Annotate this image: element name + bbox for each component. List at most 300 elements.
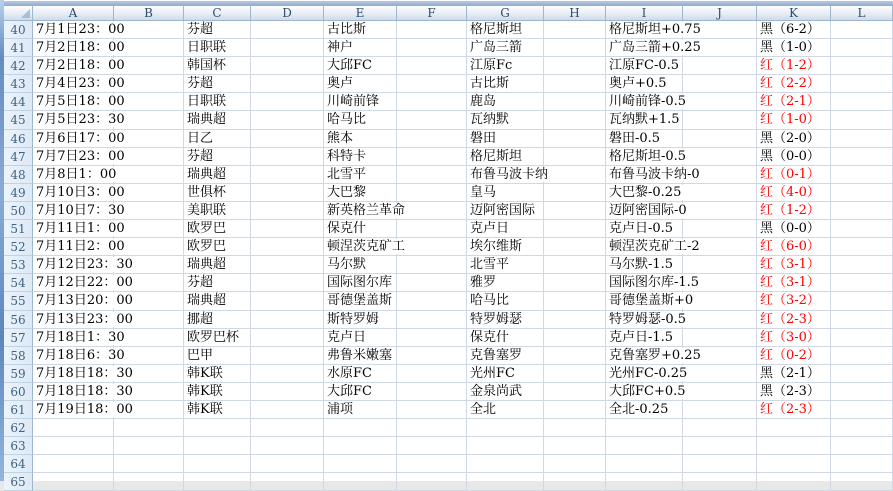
column-header-I[interactable]: I — [606, 6, 683, 21]
cell-G58[interactable] — [467, 347, 544, 365]
row-header-62[interactable]: 62 — [4, 419, 33, 437]
cell-D50[interactable] — [251, 202, 324, 220]
cell-L40[interactable] — [831, 21, 893, 39]
row-header-44[interactable]: 44 — [4, 93, 33, 111]
cell-C40[interactable] — [184, 21, 251, 39]
cell-H51[interactable] — [544, 220, 606, 238]
cell-H41[interactable] — [544, 39, 606, 57]
cell-I51[interactable] — [606, 220, 683, 238]
cell-K52[interactable] — [757, 238, 831, 256]
cell-H42[interactable] — [544, 57, 606, 75]
cell-G52[interactable] — [467, 238, 544, 256]
cell-G62[interactable] — [467, 419, 544, 437]
cell-J42[interactable] — [683, 57, 757, 75]
cell-F59[interactable] — [397, 365, 467, 383]
cell-F46[interactable] — [397, 130, 467, 148]
cell-D65[interactable] — [251, 473, 324, 491]
cell-I59[interactable] — [606, 365, 688, 383]
cell-J63[interactable] — [683, 437, 757, 455]
cell-E52[interactable] — [324, 238, 406, 256]
cell-C61[interactable] — [184, 401, 251, 419]
cell-H55[interactable] — [544, 292, 606, 310]
cell-K64[interactable] — [757, 455, 831, 473]
cell-E47[interactable] — [324, 148, 397, 166]
cell-F49[interactable] — [397, 184, 467, 202]
cell-D53[interactable] — [251, 256, 324, 274]
cell-I58[interactable] — [606, 347, 701, 365]
cell-D60[interactable] — [251, 383, 324, 401]
cell-J44[interactable] — [683, 93, 757, 111]
column-header-H[interactable]: H — [544, 6, 606, 21]
row-header-46[interactable]: 46 — [4, 130, 33, 148]
cell-C47[interactable] — [184, 148, 251, 166]
cell-K55[interactable] — [757, 292, 831, 310]
cell-D45[interactable] — [251, 111, 324, 129]
cell-I55[interactable] — [606, 292, 694, 310]
cell-K53[interactable] — [757, 256, 831, 274]
cell-C62[interactable] — [184, 419, 251, 437]
row-header-60[interactable]: 60 — [4, 383, 33, 401]
cell-C44[interactable] — [184, 93, 251, 111]
cell-E62[interactable] — [324, 419, 397, 437]
cell-E57[interactable] — [324, 329, 397, 347]
cell-G64[interactable] — [467, 455, 544, 473]
cell-A63[interactable] — [33, 437, 114, 455]
column-header-D[interactable]: D — [251, 6, 324, 21]
cell-K51[interactable] — [757, 220, 831, 238]
cell-F62[interactable] — [397, 419, 467, 437]
cell-A59[interactable] — [33, 365, 133, 383]
cell-K57[interactable] — [757, 329, 831, 347]
cell-F53[interactable] — [397, 256, 467, 274]
cell-A54[interactable] — [33, 274, 133, 292]
row-header-49[interactable]: 49 — [4, 184, 33, 202]
cell-I45[interactable] — [606, 111, 683, 129]
cell-D63[interactable] — [251, 437, 324, 455]
cell-I65[interactable] — [606, 473, 683, 491]
cell-C43[interactable] — [184, 75, 251, 93]
cell-L49[interactable] — [831, 184, 893, 202]
cell-F48[interactable] — [397, 166, 467, 184]
cell-A52[interactable] — [33, 238, 125, 256]
cell-G44[interactable] — [467, 93, 544, 111]
cell-I44[interactable] — [606, 93, 687, 111]
cell-D57[interactable] — [251, 329, 324, 347]
cell-G42[interactable] — [467, 57, 544, 75]
cell-D48[interactable] — [251, 166, 324, 184]
cell-D56[interactable] — [251, 311, 324, 329]
cell-L62[interactable] — [831, 419, 893, 437]
cell-K60[interactable] — [757, 383, 831, 401]
cell-E65[interactable] — [324, 473, 397, 491]
column-header-B[interactable]: B — [114, 6, 184, 21]
cell-L47[interactable] — [831, 148, 893, 166]
cell-K42[interactable] — [757, 57, 831, 75]
cell-F45[interactable] — [397, 111, 467, 129]
row-header-54[interactable]: 54 — [4, 274, 33, 292]
cell-H47[interactable] — [544, 148, 606, 166]
column-header-C[interactable]: C — [184, 6, 251, 21]
cell-K65[interactable] — [757, 473, 831, 491]
cell-G59[interactable] — [467, 365, 544, 383]
row-header-40[interactable]: 40 — [4, 21, 33, 39]
row-header-45[interactable]: 45 — [4, 111, 33, 129]
cell-H60[interactable] — [544, 383, 606, 401]
cell-K59[interactable] — [757, 365, 831, 383]
cell-H40[interactable] — [544, 21, 606, 39]
cell-J61[interactable] — [683, 401, 757, 419]
cell-L53[interactable] — [831, 256, 893, 274]
cell-I47[interactable] — [606, 148, 687, 166]
cell-L58[interactable] — [831, 347, 893, 365]
cell-A48[interactable] — [33, 166, 117, 184]
cell-A65[interactable] — [33, 473, 114, 491]
cell-C55[interactable] — [184, 292, 251, 310]
row-header-42[interactable]: 42 — [4, 57, 33, 75]
cell-F54[interactable] — [397, 274, 467, 292]
cell-A51[interactable] — [33, 220, 125, 238]
cell-H45[interactable] — [544, 111, 606, 129]
cell-C52[interactable] — [184, 238, 251, 256]
cell-E59[interactable] — [324, 365, 397, 383]
cell-J45[interactable] — [683, 111, 757, 129]
cell-H59[interactable] — [544, 365, 606, 383]
cell-D43[interactable] — [251, 75, 324, 93]
cell-B65[interactable] — [114, 473, 184, 491]
cell-D55[interactable] — [251, 292, 324, 310]
cell-F51[interactable] — [397, 220, 467, 238]
cell-C41[interactable] — [184, 39, 251, 57]
cell-G46[interactable] — [467, 130, 544, 148]
cell-L50[interactable] — [831, 202, 893, 220]
cell-I63[interactable] — [606, 437, 683, 455]
cell-A47[interactable] — [33, 148, 125, 166]
cell-A50[interactable] — [33, 202, 125, 220]
cell-G65[interactable] — [467, 473, 544, 491]
cell-G41[interactable] — [467, 39, 544, 57]
cell-H57[interactable] — [544, 329, 606, 347]
cell-K40[interactable] — [757, 21, 831, 39]
cell-F55[interactable] — [397, 292, 467, 310]
cell-J64[interactable] — [683, 455, 757, 473]
cell-F40[interactable] — [397, 21, 467, 39]
row-header-61[interactable]: 61 — [4, 401, 33, 419]
row-header-58[interactable]: 58 — [4, 347, 33, 365]
cell-L51[interactable] — [831, 220, 893, 238]
cell-D41[interactable] — [251, 39, 324, 57]
cell-A61[interactable] — [33, 401, 133, 419]
cell-G54[interactable] — [467, 274, 544, 292]
cell-I62[interactable] — [606, 419, 683, 437]
cell-A62[interactable] — [33, 419, 114, 437]
cell-F41[interactable] — [397, 39, 467, 57]
cell-I48[interactable] — [606, 166, 700, 184]
cell-A45[interactable] — [33, 111, 125, 129]
cell-L57[interactable] — [831, 329, 893, 347]
column-header-G[interactable]: G — [467, 6, 544, 21]
cell-J47[interactable] — [683, 148, 757, 166]
column-header-L[interactable]: L — [831, 6, 893, 21]
cell-F58[interactable] — [397, 347, 467, 365]
cell-E40[interactable] — [324, 21, 397, 39]
cell-D46[interactable] — [251, 130, 324, 148]
cell-J60[interactable] — [683, 383, 757, 401]
cell-C51[interactable] — [184, 220, 251, 238]
cell-E64[interactable] — [324, 455, 397, 473]
cell-A43[interactable] — [33, 75, 125, 93]
cell-H58[interactable] — [544, 347, 606, 365]
cell-F52[interactable] — [397, 238, 467, 256]
cell-A40[interactable] — [33, 21, 125, 39]
row-header-48[interactable]: 48 — [4, 166, 33, 184]
cell-L60[interactable] — [831, 383, 893, 401]
cell-H44[interactable] — [544, 93, 606, 111]
cell-E55[interactable] — [324, 292, 397, 310]
cell-E54[interactable] — [324, 274, 397, 292]
cell-D44[interactable] — [251, 93, 324, 111]
cell-E45[interactable] — [324, 111, 397, 129]
cell-K62[interactable] — [757, 419, 831, 437]
cell-K61[interactable] — [757, 401, 831, 419]
row-header-52[interactable]: 52 — [4, 238, 33, 256]
cell-G45[interactable] — [467, 111, 544, 129]
cell-D40[interactable] — [251, 21, 324, 39]
cell-C53[interactable] — [184, 256, 251, 274]
cell-A42[interactable] — [33, 57, 125, 75]
cell-L45[interactable] — [831, 111, 893, 129]
cell-K45[interactable] — [757, 111, 831, 129]
cell-F44[interactable] — [397, 93, 467, 111]
cell-J56[interactable] — [683, 311, 757, 329]
cell-F50[interactable] — [397, 202, 467, 220]
cell-E56[interactable] — [324, 311, 397, 329]
cell-J49[interactable] — [683, 184, 757, 202]
cell-A41[interactable] — [33, 39, 125, 57]
cell-E42[interactable] — [324, 57, 397, 75]
cell-D54[interactable] — [251, 274, 324, 292]
cell-F60[interactable] — [397, 383, 467, 401]
cell-L55[interactable] — [831, 292, 893, 310]
cell-C65[interactable] — [184, 473, 251, 491]
cell-E46[interactable] — [324, 130, 397, 148]
cell-K44[interactable] — [757, 93, 831, 111]
row-header-63[interactable]: 63 — [4, 437, 33, 455]
column-header-K[interactable]: K — [757, 6, 831, 21]
cell-C60[interactable] — [184, 383, 251, 401]
cell-L54[interactable] — [831, 274, 893, 292]
row-header-50[interactable]: 50 — [4, 202, 33, 220]
cell-L63[interactable] — [831, 437, 893, 455]
cell-I64[interactable] — [606, 455, 683, 473]
cell-H62[interactable] — [544, 419, 606, 437]
cell-H56[interactable] — [544, 311, 606, 329]
cell-K47[interactable] — [757, 148, 831, 166]
cell-L48[interactable] — [831, 166, 893, 184]
cell-E53[interactable] — [324, 256, 397, 274]
cell-A56[interactable] — [33, 311, 133, 329]
cell-H43[interactable] — [544, 75, 606, 93]
cell-K43[interactable] — [757, 75, 831, 93]
cell-E41[interactable] — [324, 39, 397, 57]
cell-L56[interactable] — [831, 311, 893, 329]
cell-J57[interactable] — [683, 329, 757, 347]
cell-L43[interactable] — [831, 75, 893, 93]
cell-I42[interactable] — [606, 57, 683, 75]
cell-C57[interactable] — [184, 329, 251, 347]
cell-H52[interactable] — [544, 238, 606, 256]
cell-A64[interactable] — [33, 455, 114, 473]
cell-F61[interactable] — [397, 401, 467, 419]
column-header-F[interactable]: F — [397, 6, 467, 21]
cell-G61[interactable] — [467, 401, 544, 419]
cell-H49[interactable] — [544, 184, 606, 202]
cell-D49[interactable] — [251, 184, 324, 202]
select-all-button[interactable] — [4, 6, 33, 21]
row-header-65[interactable]: 65 — [4, 473, 33, 491]
cell-D42[interactable] — [251, 57, 324, 75]
cell-C46[interactable] — [184, 130, 251, 148]
cell-G53[interactable] — [467, 256, 544, 274]
cell-J65[interactable] — [683, 473, 757, 491]
cell-I60[interactable] — [606, 383, 686, 401]
cell-K41[interactable] — [757, 39, 831, 57]
cell-L64[interactable] — [831, 455, 893, 473]
cell-D52[interactable] — [251, 238, 324, 256]
cell-J59[interactable] — [683, 365, 757, 383]
cell-E48[interactable] — [324, 166, 397, 184]
cell-B48[interactable] — [114, 166, 184, 184]
cell-I46[interactable] — [606, 130, 683, 148]
cell-K58[interactable] — [757, 347, 831, 365]
cell-G63[interactable] — [467, 437, 544, 455]
cell-H64[interactable] — [544, 455, 606, 473]
cell-C63[interactable] — [184, 437, 251, 455]
cell-C59[interactable] — [184, 365, 251, 383]
cell-J62[interactable] — [683, 419, 757, 437]
cell-C54[interactable] — [184, 274, 251, 292]
cell-A57[interactable] — [33, 329, 125, 347]
cell-I49[interactable] — [606, 184, 683, 202]
cell-D51[interactable] — [251, 220, 324, 238]
cell-K50[interactable] — [757, 202, 831, 220]
cell-L61[interactable] — [831, 401, 893, 419]
cell-H65[interactable] — [544, 473, 606, 491]
cell-F65[interactable] — [397, 473, 467, 491]
cell-H46[interactable] — [544, 130, 606, 148]
cell-A44[interactable] — [33, 93, 125, 111]
cell-G56[interactable] — [467, 311, 544, 329]
cell-G48[interactable] — [467, 166, 549, 184]
cell-C48[interactable] — [184, 166, 251, 184]
cell-I43[interactable] — [606, 75, 683, 93]
cell-I41[interactable] — [606, 39, 701, 57]
column-header-E[interactable]: E — [324, 6, 397, 21]
cell-K63[interactable] — [757, 437, 831, 455]
cell-I57[interactable] — [606, 329, 683, 347]
cell-C45[interactable] — [184, 111, 251, 129]
cell-A46[interactable] — [33, 130, 125, 148]
cell-C64[interactable] — [184, 455, 251, 473]
cell-K56[interactable] — [757, 311, 831, 329]
cell-C42[interactable] — [184, 57, 251, 75]
cell-E51[interactable] — [324, 220, 397, 238]
cell-G40[interactable] — [467, 21, 544, 39]
cell-L65[interactable] — [831, 473, 893, 491]
cell-G47[interactable] — [467, 148, 544, 166]
cell-J46[interactable] — [683, 130, 757, 148]
row-header-57[interactable]: 57 — [4, 329, 33, 347]
cell-J43[interactable] — [683, 75, 757, 93]
cell-E60[interactable] — [324, 383, 397, 401]
row-header-55[interactable]: 55 — [4, 292, 33, 310]
cell-L59[interactable] — [831, 365, 893, 383]
cell-E50[interactable] — [324, 202, 406, 220]
cell-D58[interactable] — [251, 347, 324, 365]
cell-E61[interactable] — [324, 401, 397, 419]
cell-E49[interactable] — [324, 184, 397, 202]
column-header-A[interactable]: A — [33, 6, 114, 21]
cell-K46[interactable] — [757, 130, 831, 148]
cell-A60[interactable] — [33, 383, 133, 401]
cell-A53[interactable] — [33, 256, 133, 274]
cell-B63[interactable] — [114, 437, 184, 455]
row-header-47[interactable]: 47 — [4, 148, 33, 166]
cell-J51[interactable] — [683, 220, 757, 238]
cell-I54[interactable] — [606, 274, 700, 292]
cell-D62[interactable] — [251, 419, 324, 437]
cell-C58[interactable] — [184, 347, 251, 365]
cell-E63[interactable] — [324, 437, 397, 455]
cell-E43[interactable] — [324, 75, 397, 93]
cell-H63[interactable] — [544, 437, 606, 455]
cell-L52[interactable] — [831, 238, 893, 256]
cell-I52[interactable] — [606, 238, 700, 256]
cell-L42[interactable] — [831, 57, 893, 75]
row-header-56[interactable]: 56 — [4, 311, 33, 329]
cell-E58[interactable] — [324, 347, 397, 365]
cell-G49[interactable] — [467, 184, 544, 202]
cell-I40[interactable] — [606, 21, 701, 39]
row-header-53[interactable]: 53 — [4, 256, 33, 274]
column-header-J[interactable]: J — [683, 6, 757, 21]
cell-A49[interactable] — [33, 184, 125, 202]
cell-C56[interactable] — [184, 311, 251, 329]
cell-C50[interactable] — [184, 202, 251, 220]
cell-I56[interactable] — [606, 311, 687, 329]
cell-K48[interactable] — [757, 166, 831, 184]
cell-H61[interactable] — [544, 401, 606, 419]
cell-K49[interactable] — [757, 184, 831, 202]
cell-H54[interactable] — [544, 274, 606, 292]
cell-G43[interactable] — [467, 75, 544, 93]
cell-G57[interactable] — [467, 329, 544, 347]
cell-H50[interactable] — [544, 202, 606, 220]
cell-F47[interactable] — [397, 148, 467, 166]
cell-G50[interactable] — [467, 202, 544, 220]
cell-J53[interactable] — [683, 256, 757, 274]
cell-A55[interactable] — [33, 292, 133, 310]
cell-E44[interactable] — [324, 93, 397, 111]
row-header-41[interactable]: 41 — [4, 39, 33, 57]
cell-G60[interactable] — [467, 383, 544, 401]
cell-F43[interactable] — [397, 75, 467, 93]
cell-A58[interactable] — [33, 347, 125, 365]
cell-F56[interactable] — [397, 311, 467, 329]
row-header-51[interactable]: 51 — [4, 220, 33, 238]
cell-F57[interactable] — [397, 329, 467, 347]
cell-D64[interactable] — [251, 455, 324, 473]
cell-L46[interactable] — [831, 130, 893, 148]
